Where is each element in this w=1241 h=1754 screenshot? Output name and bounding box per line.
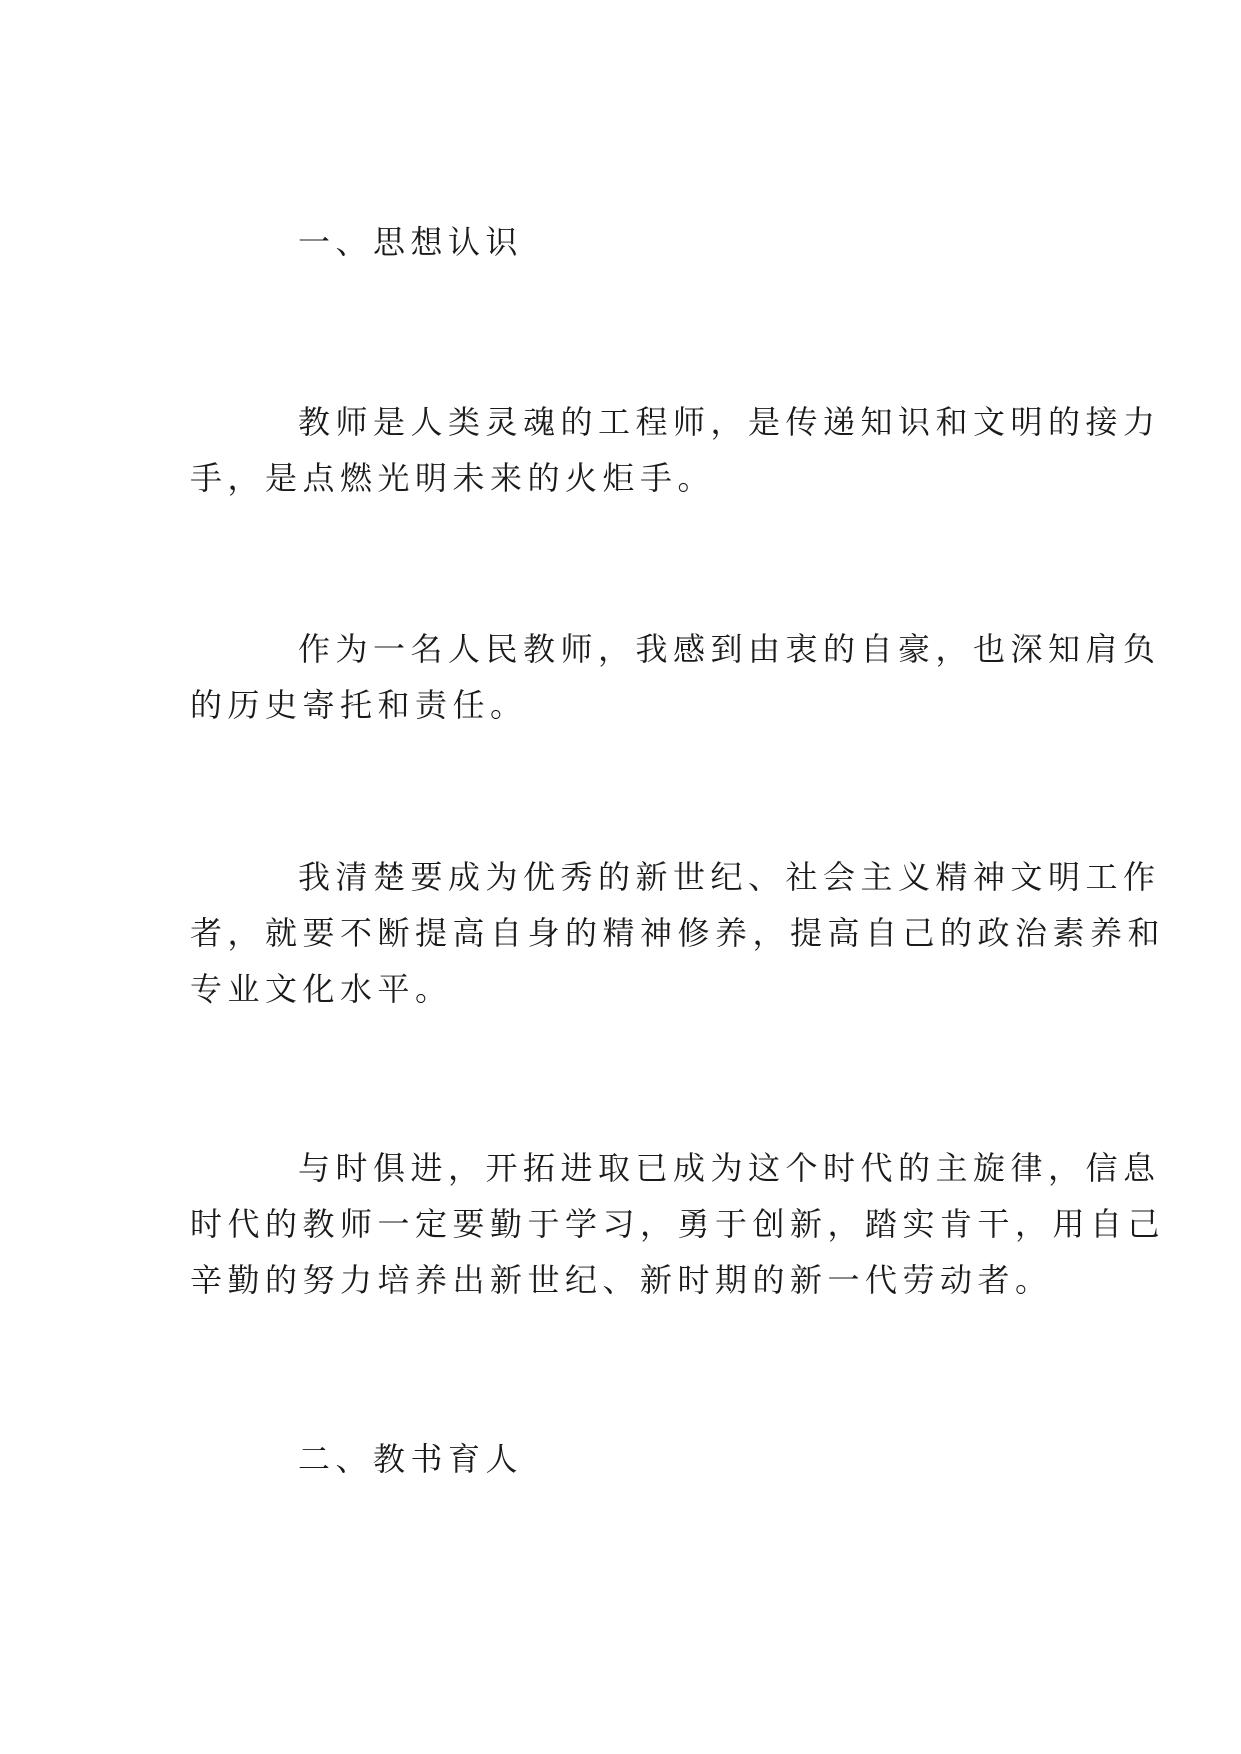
section-heading-1: 一、思想认识 xyxy=(298,223,524,261)
paragraph-1-line-2: 手，是点燃光明未来的火炬手。 xyxy=(190,459,716,497)
paragraph-4-line-3: 辛勤的努力培养出新世纪、新时期的新一代劳动者。 xyxy=(190,1261,1053,1299)
paragraph-3-line-1: 我清楚要成为优秀的新世纪、社会主义精神文明工作 xyxy=(298,858,1161,896)
paragraph-2-line-1: 作为一名人民教师，我感到由衷的自豪，也深知肩负 xyxy=(298,630,1161,668)
paragraph-4-line-1: 与时俱进，开拓进取已成为这个时代的主旋律，信息 xyxy=(298,1149,1161,1187)
paragraph-3-line-3: 专业文化水平。 xyxy=(190,970,453,1008)
paragraph-4-line-2: 时代的教师一定要勤于学习，勇于创新，踏实肯干，用自己 xyxy=(190,1205,1166,1243)
section-heading-2: 二、教书育人 xyxy=(298,1440,524,1478)
paragraph-2-line-2: 的历史寄托和责任。 xyxy=(190,686,528,724)
paragraph-1-line-1: 教师是人类灵魂的工程师，是传递知识和文明的接力 xyxy=(298,403,1161,441)
paragraph-3-line-2: 者，就要不断提高自身的精神修养，提高自己的政治素养和 xyxy=(190,914,1166,952)
